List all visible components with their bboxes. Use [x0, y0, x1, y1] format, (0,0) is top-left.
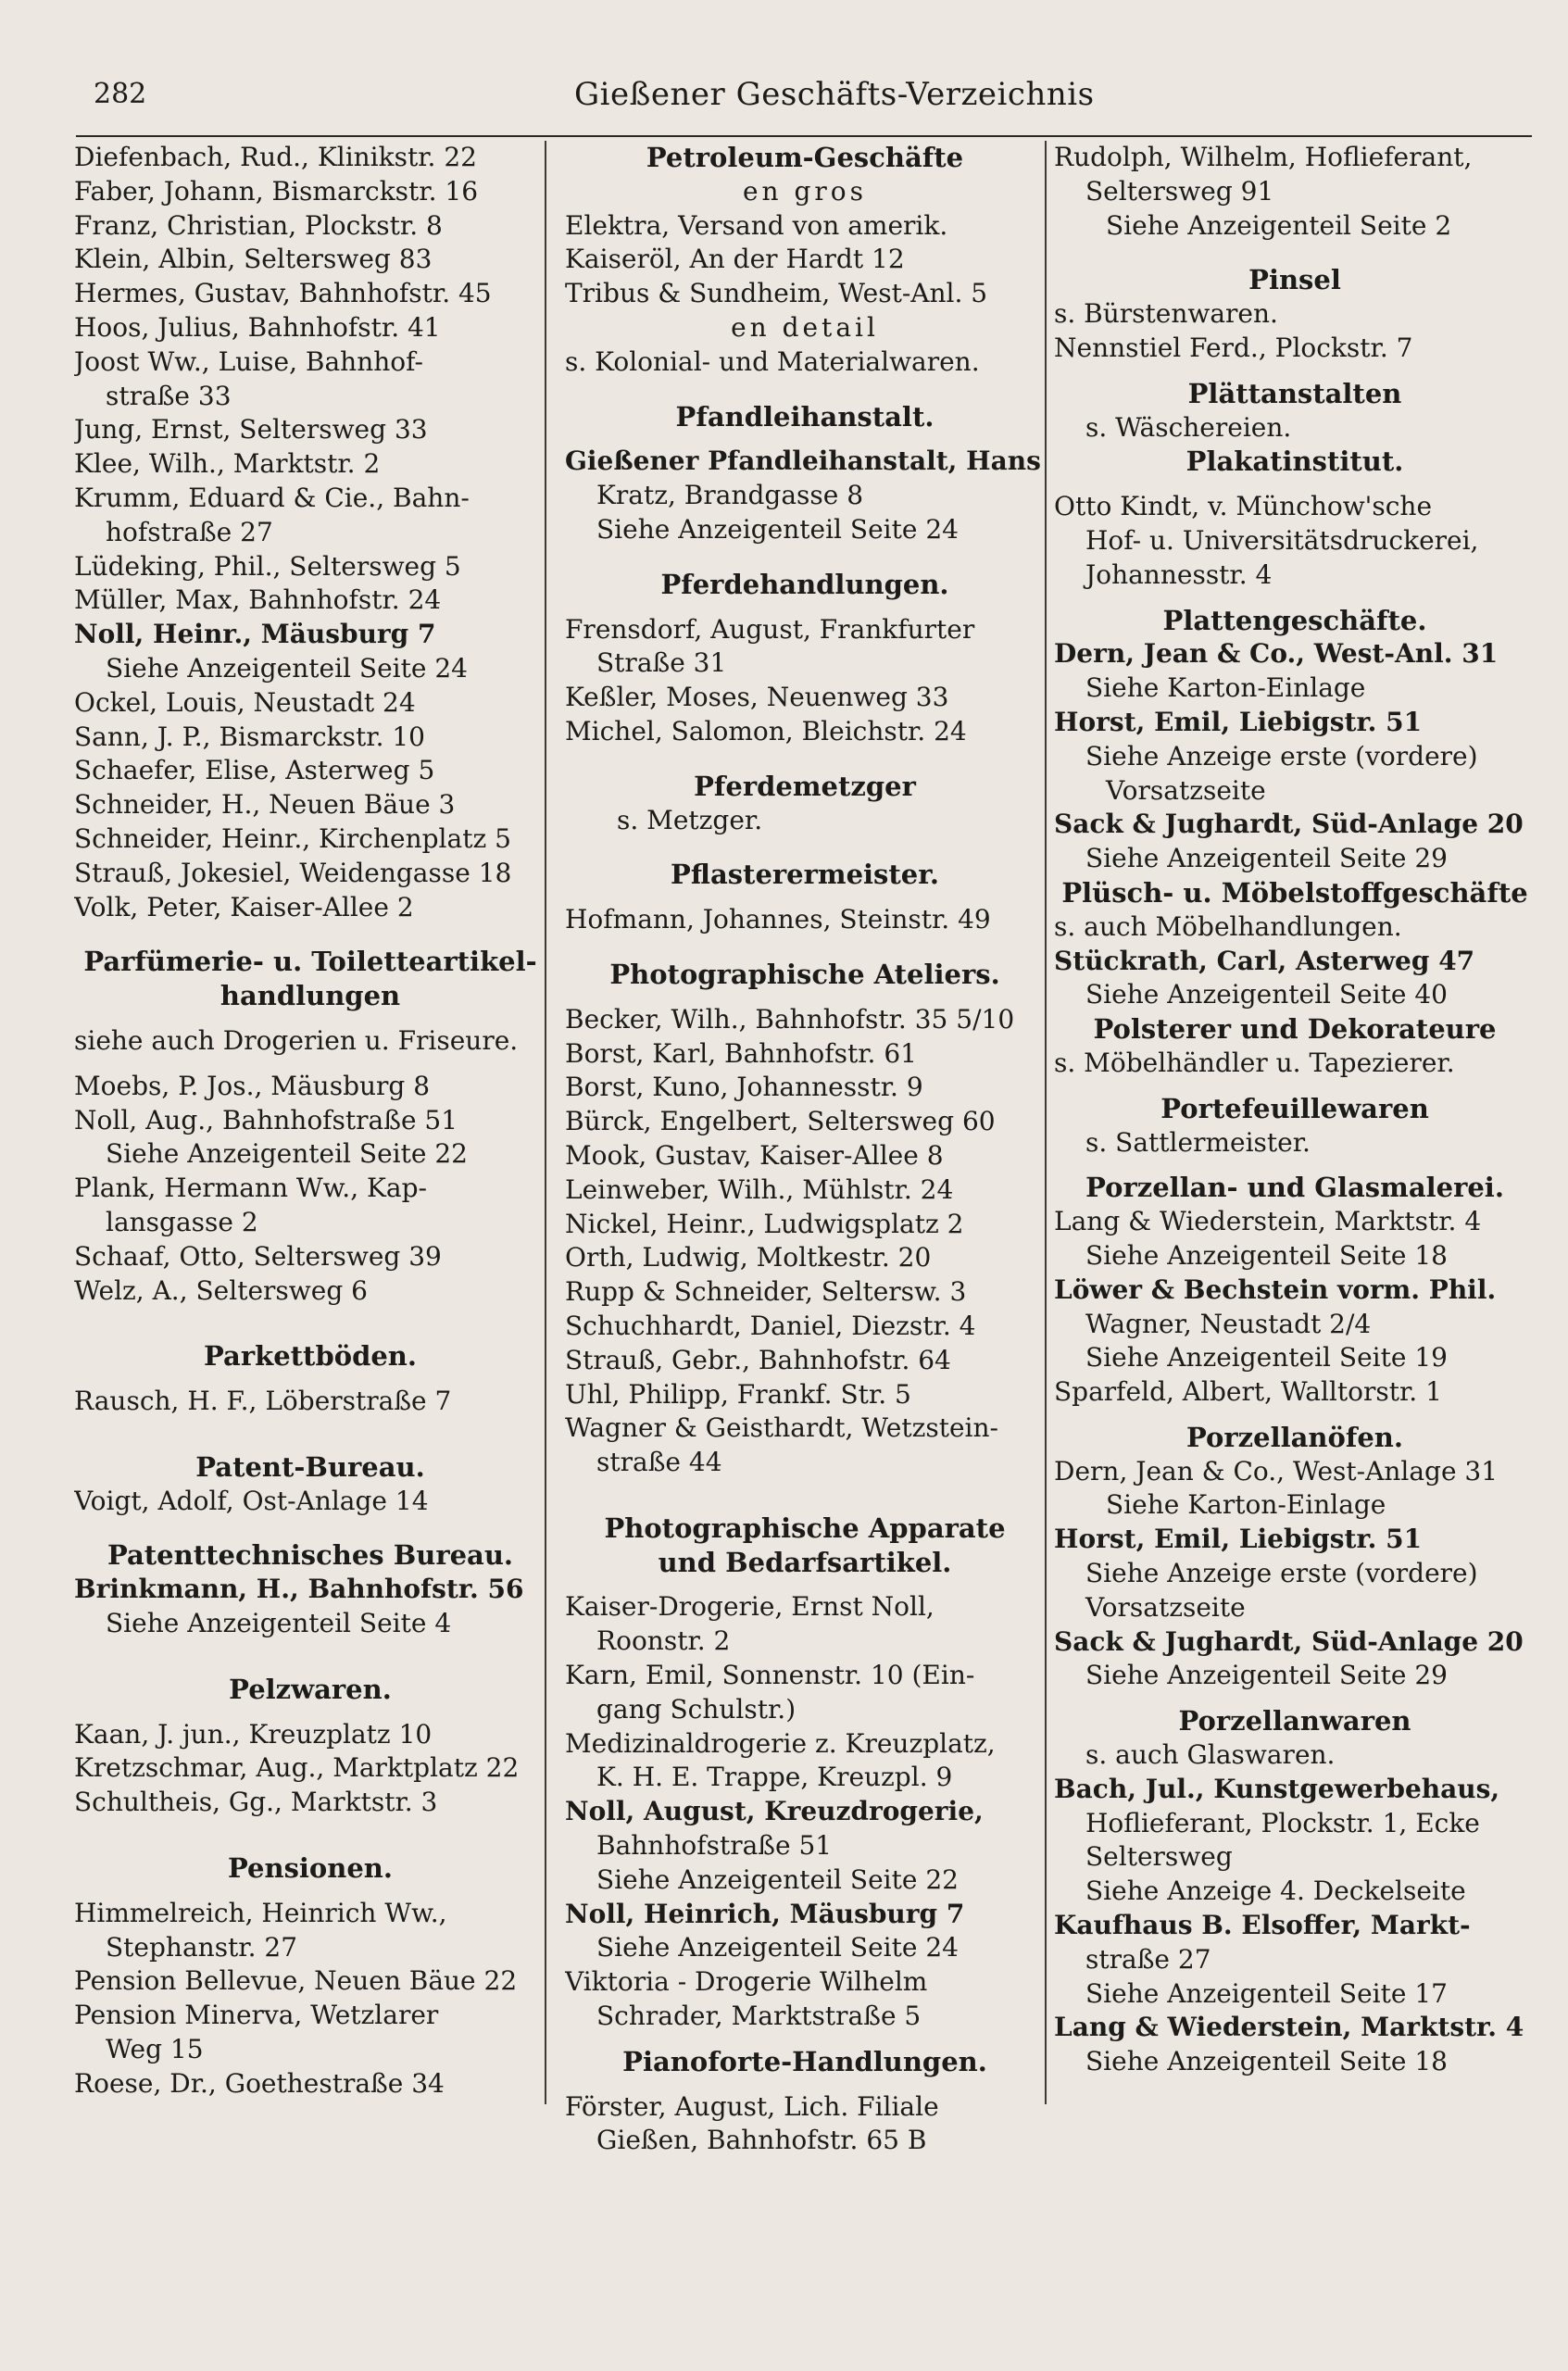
entry-reference: Siehe Anzeigenteil Seite 2 — [1106, 209, 1452, 241]
entry-reference: Siehe Anzeigenteil Seite 4 — [106, 1608, 452, 1639]
entry: Roese, Dr., Goethestraße 34 — [74, 2067, 445, 2099]
cross-reference: s. auch Glaswaren. — [1085, 1739, 1336, 1771]
entry-reference: Siehe Anzeigenteil Seite 24 — [596, 1932, 959, 1963]
entry: Medizinaldrogerie z. Kreuzplatz, — [565, 1727, 996, 1759]
section-heading: Pferdemetzger — [694, 770, 916, 802]
section-heading: Patenttechnisches Bureau. — [107, 1539, 514, 1572]
section-heading: Photographische Ateliers. — [609, 958, 1000, 990]
entry: Löwer & Bechstein vorm. Phil. — [1054, 1273, 1497, 1305]
running-title: Gießener Geschäfts-Verzeichnis — [574, 76, 1095, 113]
entry: Viktoria - Drogerie Wilhelm — [565, 1966, 928, 1998]
entry: Schuchhardt, Daniel, Diezstr. 4 — [565, 1310, 976, 1341]
section-heading: Pfandleihanstalt. — [675, 400, 935, 433]
entry: Hofmann, Johannes, Steinstr. 49 — [565, 904, 991, 935]
entry: Kaufhaus B. Elsoffer, Markt- — [1054, 1910, 1471, 1941]
entry: Kretzschmar, Aug., Marktplatz 22 — [74, 1752, 520, 1784]
entry: Volk, Peter, Kaiser-Allee 2 — [74, 891, 414, 922]
section-heading: Porzellanöfen. — [1186, 1421, 1403, 1453]
section-heading: Pflasterermeister. — [671, 859, 939, 891]
section-heading: Photographische Apparate — [604, 1512, 1006, 1544]
entry-continuation: gang Schulstr.) — [596, 1693, 797, 1725]
entry: Diefenbach, Rud., Klinikstr. 22 — [74, 142, 477, 172]
entry: Otto Kindt, v. Münchow'sche — [1054, 491, 1433, 522]
entry-reference: Vorsatzseite — [1106, 774, 1266, 806]
entry-reference: Siehe Anzeigenteil Seite 24 — [106, 652, 468, 684]
entry-reference: Siehe Anzeigenteil Seite 22 — [596, 1863, 959, 1895]
section-heading: Porzellan- und Glasmalerei. — [1085, 1172, 1504, 1204]
section-heading: Petroleum-Geschäfte — [646, 142, 964, 173]
section-heading: Plüsch- u. Möbelstoffgeschäfte — [1061, 876, 1528, 909]
entry-reference: Siehe Anzeige erste (vordere) — [1085, 740, 1478, 772]
section-heading: Pinsel — [1248, 264, 1341, 296]
entry: Rudolph, Wilhelm, Hoflieferant, — [1054, 142, 1473, 172]
entry: Stückrath, Carl, Asterweg 47 — [1054, 945, 1475, 976]
entry-continuation: Wagner, Neustadt 2/4 — [1085, 1308, 1372, 1339]
entry-reference: Siehe Anzeigenteil Seite 17 — [1085, 1977, 1448, 2009]
entry: Ockel, Louis, Neustadt 24 — [74, 686, 416, 718]
entry-continuation: Seltersweg 91 — [1085, 175, 1274, 207]
section-heading: Polsterer und Dekorateure — [1093, 1013, 1497, 1046]
entry: Elektra, Versand von amerik. — [565, 209, 948, 241]
entry: Hoos, Julius, Bahnhofstr. 41 — [74, 311, 441, 343]
cross-reference: s. Bürstenwaren. — [1054, 298, 1278, 330]
entry-reference: Siehe Karton-Einlage — [1106, 1489, 1386, 1521]
entry: Dern, Jean & Co., West-Anl. 31 — [1054, 638, 1499, 670]
entry: Faber, Johann, Bismarckstr. 16 — [74, 175, 479, 207]
entry: Brinkmann, H., Bahnhofstr. 56 — [74, 1574, 524, 1605]
section-heading: Pensionen. — [228, 1852, 393, 1885]
entry: Noll, Heinr., Mäusburg 7 — [74, 619, 436, 650]
entry-continuation: Weg 15 — [106, 2034, 204, 2065]
entry-continuation: straße 33 — [106, 380, 232, 411]
entry-continuation: Gießen, Bahnhofstr. 65 B — [596, 2125, 927, 2156]
entry-reference: Siehe Anzeigenteil Seite 22 — [106, 1138, 468, 1170]
entry: Strauß, Jokesiel, Weidengasse 18 — [74, 857, 512, 888]
entry-reference: Siehe Anzeigenteil Seite 40 — [1085, 979, 1448, 1010]
entry: Sack & Jughardt, Süd-Anlage 20 — [1054, 809, 1524, 840]
entry-reference: Siehe Anzeigenteil Seite 18 — [1085, 2046, 1448, 2077]
subsection-label: en detail — [731, 311, 879, 343]
section-heading: Pelzwaren. — [229, 1673, 392, 1705]
section-heading: Patent-Bureau. — [195, 1450, 425, 1483]
entry: Wagner & Geisthardt, Wetzstein- — [565, 1412, 998, 1444]
entry-reference: Siehe Anzeigenteil Seite 18 — [1085, 1239, 1448, 1271]
entry-continuation: Hoflieferant, Plockstr. 1, Ecke — [1085, 1807, 1480, 1838]
entry: Michel, Salomon, Bleichstr. 24 — [565, 715, 967, 746]
subsection-label: en gros — [742, 175, 868, 207]
entry-continuation: straße 27 — [1085, 1943, 1211, 1975]
entry: Horst, Emil, Liebigstr. 51 — [1054, 706, 1423, 737]
entry: Lüdeking, Phil., Seltersweg 5 — [74, 550, 461, 582]
column-1 — [74, 141, 546, 2364]
entry: Voigt, Adolf, Ost-Anlage 14 — [74, 1485, 429, 1516]
entry: Becker, Wilh., Bahnhofstr. 35 5/10 — [565, 1003, 1015, 1035]
entry: Hermes, Gustav, Bahnhofstr. 45 — [74, 278, 492, 309]
entry: Noll, Heinrich, Mäusburg 7 — [565, 1898, 965, 1929]
entry: Dern, Jean & Co., West-Anlage 31 — [1054, 1455, 1499, 1487]
entry: Krumm, Eduard & Cie., Bahn- — [74, 482, 470, 513]
entry: Welz, A., Seltersweg 6 — [74, 1274, 368, 1306]
entry-reference: Siehe Anzeige erste (vordere) — [1085, 1558, 1478, 1589]
entry-reference: Siehe Anzeigenteil Seite 24 — [596, 513, 959, 545]
entry: Bach, Jul., Kunstgewerbehaus, — [1054, 1773, 1500, 1804]
entry: Franz, Christian, Plockstr. 8 — [74, 209, 443, 241]
entry: Schaaf, Otto, Seltersweg 39 — [74, 1240, 442, 1272]
entry: Kaan, J. jun., Kreuzplatz 10 — [74, 1718, 433, 1750]
cross-reference: s. Kolonial- und Materialwaren. — [565, 345, 980, 377]
entry-continuation: Stephanstr. 27 — [106, 1931, 298, 1963]
section-heading: handlungen — [220, 980, 401, 1012]
header-rule — [76, 135, 1532, 137]
entry: Klee, Wilh., Marktstr. 2 — [74, 448, 381, 480]
entry-continuation: Straße 31 — [596, 647, 727, 679]
entry-continuation: Bahnhofstraße 51 — [596, 1830, 833, 1862]
entry: Borst, Karl, Bahnhofstr. 61 — [565, 1037, 917, 1069]
entry-continuation: lansgasse 2 — [106, 1206, 258, 1237]
section-heading: Portefeuillewaren — [1160, 1092, 1429, 1124]
entry: Borst, Kuno, Johannesstr. 9 — [565, 1072, 923, 1103]
entry: Mook, Gustav, Kaiser-Allee 8 — [565, 1139, 944, 1171]
entry: Frensdorf, August, Frankfurter — [565, 613, 975, 645]
entry-continuation: Schrader, Marktstraße 5 — [596, 2001, 922, 2032]
entry: Sack & Jughardt, Süd-Anlage 20 — [1054, 1625, 1524, 1657]
entry: Pension Bellevue, Neuen Bäue 22 — [74, 1965, 518, 1997]
entry-reference: Siehe Anzeigenteil Seite 29 — [1085, 1660, 1448, 1691]
entry: Schneider, H., Neuen Bäue 3 — [74, 789, 456, 821]
page-number: 282 — [94, 78, 147, 110]
entry: Schneider, Heinr., Kirchenplatz 5 — [74, 822, 511, 854]
page-header — [0, 67, 1568, 122]
entry-reference: Siehe Anzeige 4. Deckelseite — [1085, 1875, 1466, 1907]
entry-continuation: Johannesstr. 4 — [1085, 558, 1273, 590]
entry: Noll, Aug., Bahnhofstraße 51 — [74, 1104, 458, 1135]
entry: Lang & Wiederstein, Marktstr. 4 — [1054, 1206, 1482, 1237]
entry: Plank, Hermann Ww., Kap- — [74, 1173, 427, 1204]
cross-reference: s. Sattlermeister. — [1085, 1126, 1311, 1158]
section-heading: Parfümerie- u. Toiletteartikel- — [83, 946, 537, 978]
cross-reference: s. Möbelhändler u. Tapezierer. — [1054, 1047, 1455, 1078]
entry: Orth, Ludwig, Moltkestr. 20 — [565, 1242, 932, 1273]
entry: Kaiser-Drogerie, Ernst Noll, — [565, 1591, 935, 1623]
section-heading: Parkettböden. — [204, 1340, 417, 1373]
entry-reference: Siehe Karton-Einlage — [1085, 672, 1366, 704]
entry: Müller, Max, Bahnhofstr. 24 — [74, 584, 442, 616]
entry: Rausch, H. F., Löberstraße 7 — [74, 1386, 452, 1417]
entry-reference: Vorsatzseite — [1085, 1591, 1246, 1623]
section-heading: Porzellanwaren — [1178, 1705, 1411, 1737]
column-3 — [1054, 141, 1536, 2364]
section-heading: Plakatinstitut. — [1185, 445, 1404, 478]
cross-reference: s. Metzger. — [617, 804, 763, 835]
entry: Joost Ww., Luise, Bahnhof- — [74, 345, 423, 377]
entry-continuation: Seltersweg — [1085, 1841, 1233, 1873]
entry-reference: Siehe Anzeigenteil Seite 29 — [1085, 843, 1448, 874]
entry-continuation: hofstraße 27 — [106, 516, 273, 547]
entry: Horst, Emil, Liebigstr. 51 — [1054, 1524, 1423, 1555]
entry: Förster, August, Lich. Filiale — [565, 2090, 939, 2122]
entry-continuation: Kratz, Brandgasse 8 — [596, 480, 864, 511]
entry: Nickel, Heinr., Ludwigsplatz 2 — [565, 1208, 964, 1239]
entry-continuation: Roonstr. 2 — [596, 1625, 731, 1657]
entry-continuation: straße 44 — [596, 1447, 722, 1478]
entry: Sann, J. P., Bismarckstr. 10 — [74, 721, 425, 752]
section-heading: Plättanstalten — [1187, 377, 1402, 409]
entry: Tribus & Sundheim, West-Anl. 5 — [565, 278, 988, 309]
entry: Pension Minerva, Wetzlarer — [74, 2000, 439, 2031]
entry: Nennstiel Ferd., Plockstr. 7 — [1054, 332, 1413, 363]
entry: Leinweber, Wilh., Mühlstr. 24 — [565, 1173, 954, 1205]
entry-reference: Siehe Anzeigenteil Seite 19 — [1085, 1342, 1448, 1374]
entry: Lang & Wiederstein, Marktstr. 4 — [1054, 2012, 1524, 2043]
column-divider — [1045, 141, 1047, 2104]
section-heading: Pferdehandlungen. — [660, 568, 949, 600]
entry: Moebs, P. Jos., Mäusburg 8 — [74, 1070, 431, 1101]
entry: Bürck, Engelbert, Seltersweg 60 — [565, 1106, 996, 1137]
entry: Gießener Pfandleihanstalt, Hans — [565, 445, 1041, 477]
section-heading: Plattengeschäfte. — [1162, 604, 1427, 636]
entry: Uhl, Philipp, Frankf. Str. 5 — [565, 1378, 911, 1410]
entry: Kaiseröl, An der Hardt 12 — [565, 244, 905, 275]
column-2 — [565, 141, 1045, 2364]
entry-continuation: K. H. E. Trappe, Kreuzpl. 9 — [596, 1762, 953, 1793]
entry: Rupp & Schneider, Seltersw. 3 — [565, 1276, 967, 1308]
entry: Karn, Emil, Sonnenstr. 10 (Ein- — [565, 1660, 975, 1691]
cross-reference: s. Wäschereien. — [1085, 411, 1292, 443]
entry: Himmelreich, Heinrich Ww., — [74, 1897, 447, 1928]
entry: Jung, Ernst, Seltersweg 33 — [74, 414, 428, 445]
entry: Schaefer, Elise, Asterweg 5 — [74, 755, 435, 786]
entry: Keßler, Moses, Neuenweg 33 — [565, 682, 949, 713]
entry: Schultheis, Gg., Marktstr. 3 — [74, 1787, 438, 1818]
section-heading: Pianoforte-Handlungen. — [622, 2045, 987, 2077]
section-heading: und Bedarfsartikel. — [658, 1546, 952, 1578]
entry-continuation: Hof- u. Universitätsdruckerei, — [1085, 524, 1479, 556]
cross-reference: s. auch Möbelhandlungen. — [1054, 910, 1402, 942]
entry: Sparfeld, Albert, Walltorstr. 1 — [1054, 1376, 1442, 1408]
entry: Strauß, Gebr., Bahnhofstr. 64 — [565, 1344, 951, 1375]
entry: Klein, Albin, Seltersweg 83 — [74, 244, 433, 275]
cross-reference: siehe auch Drogerien u. Friseure. — [74, 1024, 519, 1056]
entry: Noll, August, Kreuzdrogerie, — [565, 1796, 984, 1827]
